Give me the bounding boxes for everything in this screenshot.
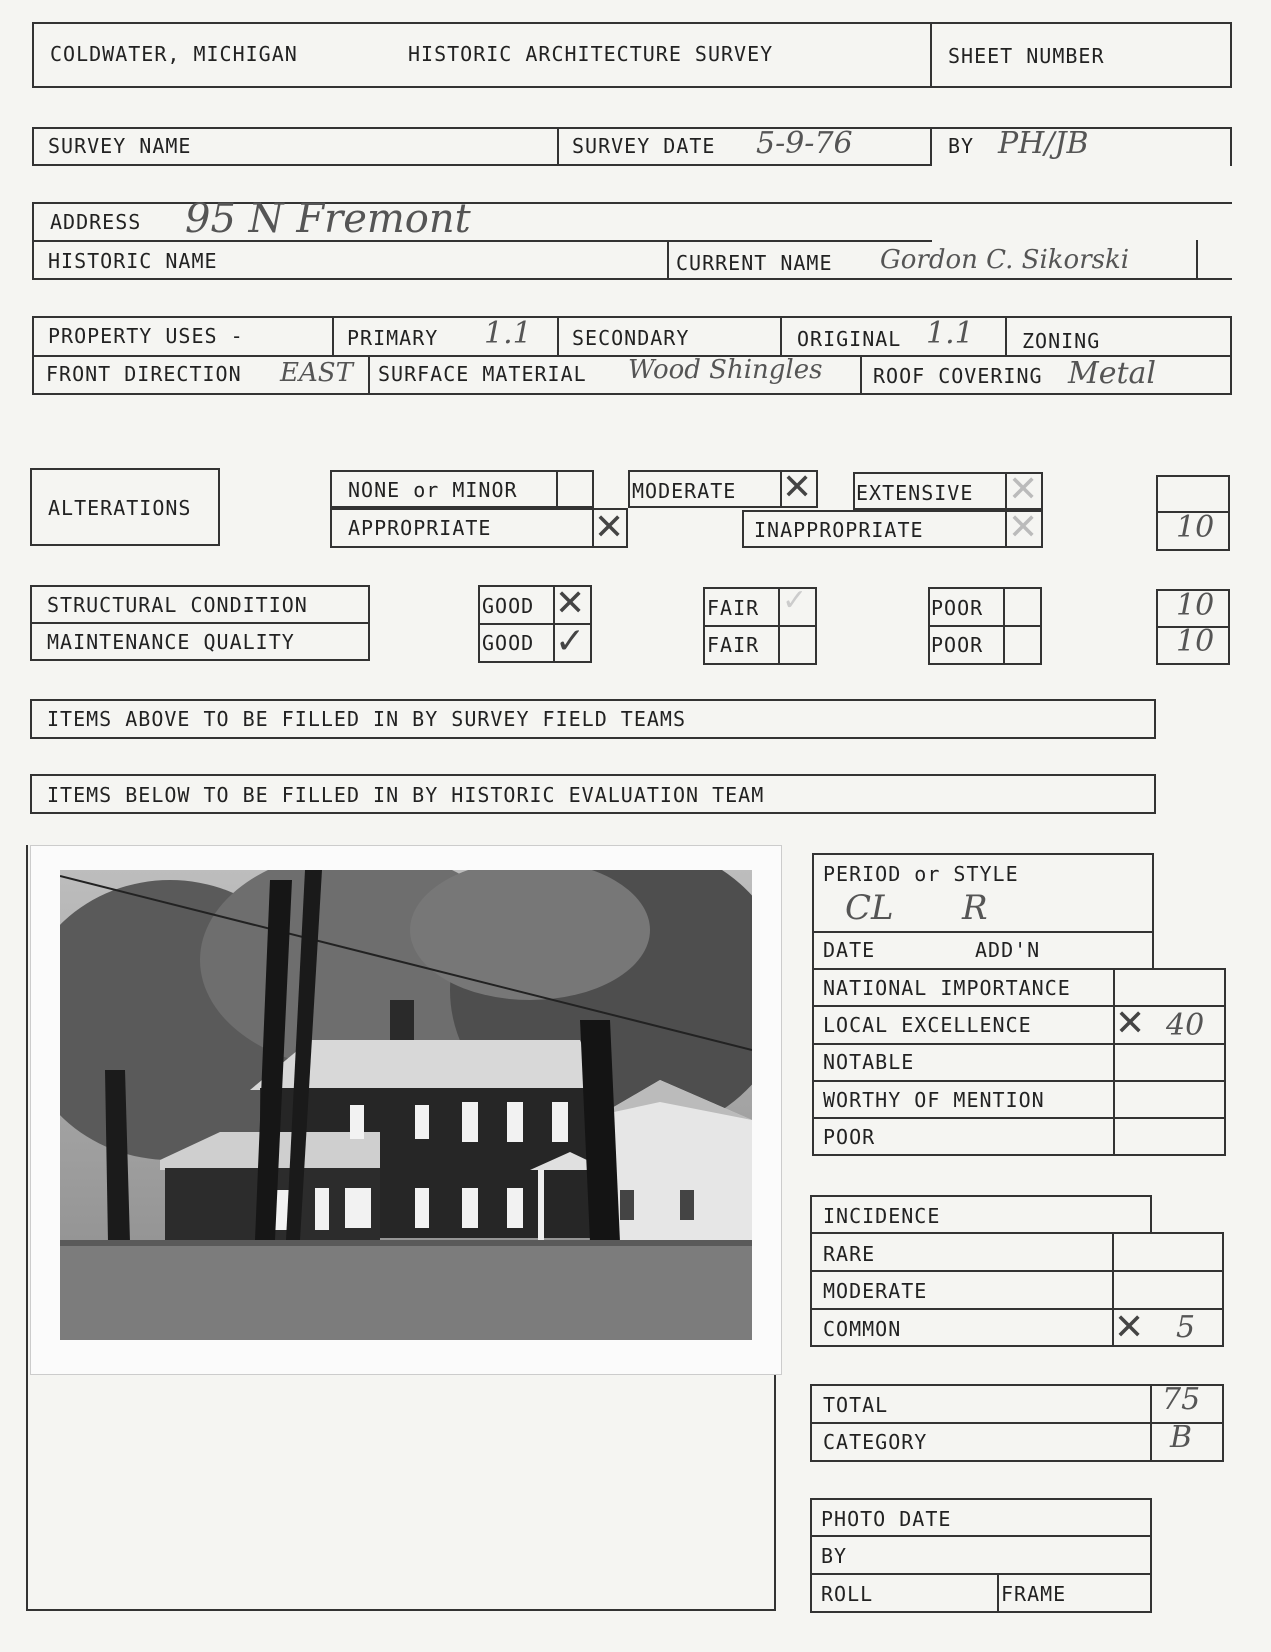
good-maintenance-check-mark: ✓ bbox=[555, 621, 586, 662]
property-div4 bbox=[1005, 316, 1007, 356]
alterations-label: ALTERATIONS bbox=[48, 496, 192, 520]
historic-name-label: HISTORIC NAME bbox=[48, 249, 218, 273]
eval-top bbox=[812, 853, 1154, 855]
photo-info-div bbox=[997, 1573, 999, 1613]
photo-by-label: BY bbox=[821, 1544, 848, 1568]
secondary-label: SECONDARY bbox=[572, 326, 690, 350]
property-uses-label: PROPERTY USES - bbox=[48, 324, 244, 348]
surface-material-value: Wood Shingles bbox=[628, 355, 823, 385]
survey-name-label: SURVEY NAME bbox=[48, 134, 192, 158]
poor-check-div bbox=[1003, 587, 1005, 665]
eval-local-bottom bbox=[812, 1043, 1226, 1045]
incidence-top bbox=[810, 1195, 1152, 1197]
note-above-text: ITEMS ABOVE TO BE FILLED IN BY SURVEY FIELD TEAMS bbox=[47, 707, 687, 731]
none-minor-check-div bbox=[556, 470, 558, 508]
poor-mid bbox=[928, 625, 1042, 627]
property-div6 bbox=[860, 355, 862, 395]
extensive-check-div bbox=[1005, 472, 1007, 510]
original-value: 1.1 bbox=[926, 316, 974, 351]
note-above-right bbox=[1154, 699, 1156, 739]
inappropriate-x-mark: ✕ bbox=[1008, 507, 1039, 548]
survey-date-value: 5-9-76 bbox=[756, 126, 853, 161]
house-photo bbox=[60, 870, 752, 1340]
address-label: ADDRESS bbox=[50, 210, 142, 234]
category-value: B bbox=[1170, 1420, 1193, 1455]
roll-label: ROLL bbox=[821, 1582, 874, 1606]
property-top bbox=[32, 316, 1232, 318]
survey-by-value: PH/JB bbox=[998, 126, 1089, 161]
rare-label: RARE bbox=[823, 1242, 876, 1266]
current-name-label: CURRENT NAME bbox=[676, 251, 833, 275]
inappropriate-check-div bbox=[1005, 510, 1007, 548]
primary-label: PRIMARY bbox=[347, 326, 439, 350]
fair-mid bbox=[703, 625, 817, 627]
eval-period-bottom bbox=[812, 931, 1154, 933]
good-maintenance-label: GOOD bbox=[482, 631, 535, 655]
incidence-right-upper bbox=[1150, 1195, 1152, 1233]
address-right bbox=[1196, 240, 1198, 280]
fair-maintenance-label: FAIR bbox=[707, 633, 760, 657]
eval-worthy-bottom bbox=[812, 1117, 1226, 1119]
eval-national-bottom bbox=[812, 1005, 1226, 1007]
structural-condition-label: STRUCTURAL CONDITION bbox=[47, 593, 308, 617]
survey-by-label: BY bbox=[948, 134, 975, 158]
local-excellence-x-mark: ✕ bbox=[1115, 1003, 1146, 1044]
photo-info-row2 bbox=[810, 1573, 1152, 1575]
moderate-label: MODERATE bbox=[632, 479, 737, 503]
property-right bbox=[1230, 316, 1232, 395]
roof-covering-value: Metal bbox=[1068, 356, 1157, 391]
local-excellence-label: LOCAL EXCELLENCE bbox=[823, 1013, 1032, 1037]
lower-frame-left bbox=[26, 845, 28, 1610]
common-label: COMMON bbox=[823, 1317, 902, 1341]
survey-title: HISTORIC ARCHITECTURE SURVEY bbox=[408, 42, 774, 66]
zoning-label: ZONING bbox=[1022, 329, 1101, 353]
note-above-top bbox=[30, 699, 1156, 701]
incidence-label-bottom bbox=[810, 1232, 1224, 1234]
photo-info-row1 bbox=[810, 1535, 1152, 1537]
good-structural-x-mark: ✕ bbox=[555, 583, 586, 624]
address-value: 95 N Fremont bbox=[185, 196, 471, 242]
property-div2 bbox=[557, 316, 559, 356]
poor-maintenance-label: POOR bbox=[931, 633, 984, 657]
eval-score-div2 bbox=[1224, 968, 1226, 1155]
note-below-bottom bbox=[30, 812, 1156, 814]
period-value-1: CL bbox=[845, 888, 894, 928]
eval-right-upper bbox=[1152, 853, 1154, 968]
national-importance-label: NATIONAL IMPORTANCE bbox=[823, 976, 1071, 1000]
lower-frame-right bbox=[774, 1372, 776, 1611]
property-left bbox=[32, 316, 34, 395]
eval-poor-label: POOR bbox=[823, 1125, 876, 1149]
front-direction-label: FRONT DIRECTION bbox=[46, 362, 242, 386]
photo-date-label: PHOTO DATE bbox=[821, 1507, 952, 1531]
incidence-rare-bottom bbox=[810, 1270, 1224, 1272]
totals-div bbox=[1150, 1384, 1152, 1462]
note-above-bottom bbox=[30, 737, 1156, 739]
surface-material-label: SURFACE MATERIAL bbox=[378, 362, 587, 386]
notable-label: NOTABLE bbox=[823, 1050, 915, 1074]
eval-poor-bottom bbox=[812, 1154, 1226, 1156]
total-label: TOTAL bbox=[823, 1393, 889, 1417]
roof-covering-label: ROOF COVERING bbox=[873, 364, 1043, 388]
incidence-common-bottom bbox=[810, 1345, 1224, 1347]
date-label: DATE bbox=[823, 938, 876, 962]
extensive-x-mark: ✕ bbox=[1008, 469, 1039, 510]
front-direction-value: EAST bbox=[280, 358, 353, 388]
appropriate-x-mark: ✕ bbox=[594, 507, 625, 548]
fair-check-div bbox=[778, 587, 780, 665]
house-photo-image bbox=[60, 870, 752, 1340]
eval-notable-bottom bbox=[812, 1080, 1226, 1082]
appropriate-label: APPROPRIATE bbox=[348, 516, 492, 540]
survey-row-div1 bbox=[557, 127, 559, 166]
worthy-label: WORTHY OF MENTION bbox=[823, 1088, 1045, 1112]
fair-structural-label: FAIR bbox=[707, 596, 760, 620]
addn-label: ADD'N bbox=[975, 938, 1041, 962]
fair-structural-check-mark: ✓ bbox=[782, 583, 808, 618]
sheet-number-label: SHEET NUMBER bbox=[948, 44, 1105, 68]
none-minor-label: NONE or MINOR bbox=[348, 478, 518, 502]
note-below-left bbox=[30, 774, 32, 814]
note-below-right bbox=[1154, 774, 1156, 814]
frame-label: FRAME bbox=[1001, 1582, 1067, 1606]
eval-date-bottom bbox=[812, 968, 1226, 970]
note-below-text: ITEMS BELOW TO BE FILLED IN BY HISTORIC EVALUATION TEAM bbox=[47, 783, 765, 807]
moderate-x-mark: ✕ bbox=[782, 467, 813, 508]
original-label: ORIGINAL bbox=[797, 327, 902, 351]
header-divider bbox=[930, 22, 932, 88]
good-structural-label: GOOD bbox=[482, 594, 535, 618]
period-value-2: R bbox=[962, 888, 988, 928]
primary-value: 1.1 bbox=[484, 316, 532, 351]
eval-score-div1 bbox=[1113, 968, 1115, 1155]
condition-label-mid bbox=[30, 622, 370, 624]
survey-row-div2 bbox=[930, 127, 932, 166]
address-mid bbox=[32, 240, 932, 242]
note-below-top bbox=[30, 774, 1156, 776]
survey-row-bottom bbox=[32, 164, 932, 166]
maintenance-quality-label: MAINTENANCE QUALITY bbox=[47, 630, 295, 654]
alterations-score: 10 bbox=[1176, 510, 1215, 545]
common-x-mark: ✕ bbox=[1114, 1307, 1145, 1348]
total-value: 75 bbox=[1162, 1382, 1201, 1417]
incidence-score-div2 bbox=[1222, 1232, 1224, 1347]
common-score: 5 bbox=[1176, 1310, 1196, 1345]
survey-row-right bbox=[1230, 127, 1232, 166]
incidence-moderate-label: MODERATE bbox=[823, 1279, 928, 1303]
inappropriate-label: INAPPROPRIATE bbox=[754, 518, 924, 542]
property-bottom bbox=[32, 393, 1232, 395]
eval-left bbox=[812, 853, 814, 1155]
address-bottom bbox=[32, 278, 1232, 280]
address-left bbox=[32, 202, 34, 280]
property-div1 bbox=[332, 316, 334, 356]
incidence-left bbox=[810, 1195, 812, 1347]
city-label: COLDWATER, MICHIGAN bbox=[50, 42, 298, 66]
current-name-value: Gordon C. Sikorski bbox=[880, 245, 1130, 275]
incidence-label: INCIDENCE bbox=[823, 1204, 941, 1228]
property-div5 bbox=[368, 355, 370, 395]
incidence-moderate-bottom bbox=[810, 1308, 1224, 1310]
lower-frame-bottom bbox=[26, 1609, 776, 1611]
survey-row-left bbox=[32, 127, 34, 166]
structural-score: 10 bbox=[1176, 588, 1215, 623]
local-excellence-score: 40 bbox=[1166, 1008, 1205, 1043]
category-label: CATEGORY bbox=[823, 1430, 928, 1454]
note-above-left bbox=[30, 699, 32, 739]
poor-structural-label: POOR bbox=[931, 596, 984, 620]
totals-mid bbox=[810, 1422, 1224, 1424]
extensive-label: EXTENSIVE bbox=[856, 481, 974, 505]
period-label: PERIOD or STYLE bbox=[823, 862, 1019, 886]
maintenance-score: 10 bbox=[1176, 624, 1215, 659]
address-div bbox=[667, 240, 669, 280]
survey-date-label: SURVEY DATE bbox=[572, 134, 716, 158]
property-div3 bbox=[780, 316, 782, 356]
